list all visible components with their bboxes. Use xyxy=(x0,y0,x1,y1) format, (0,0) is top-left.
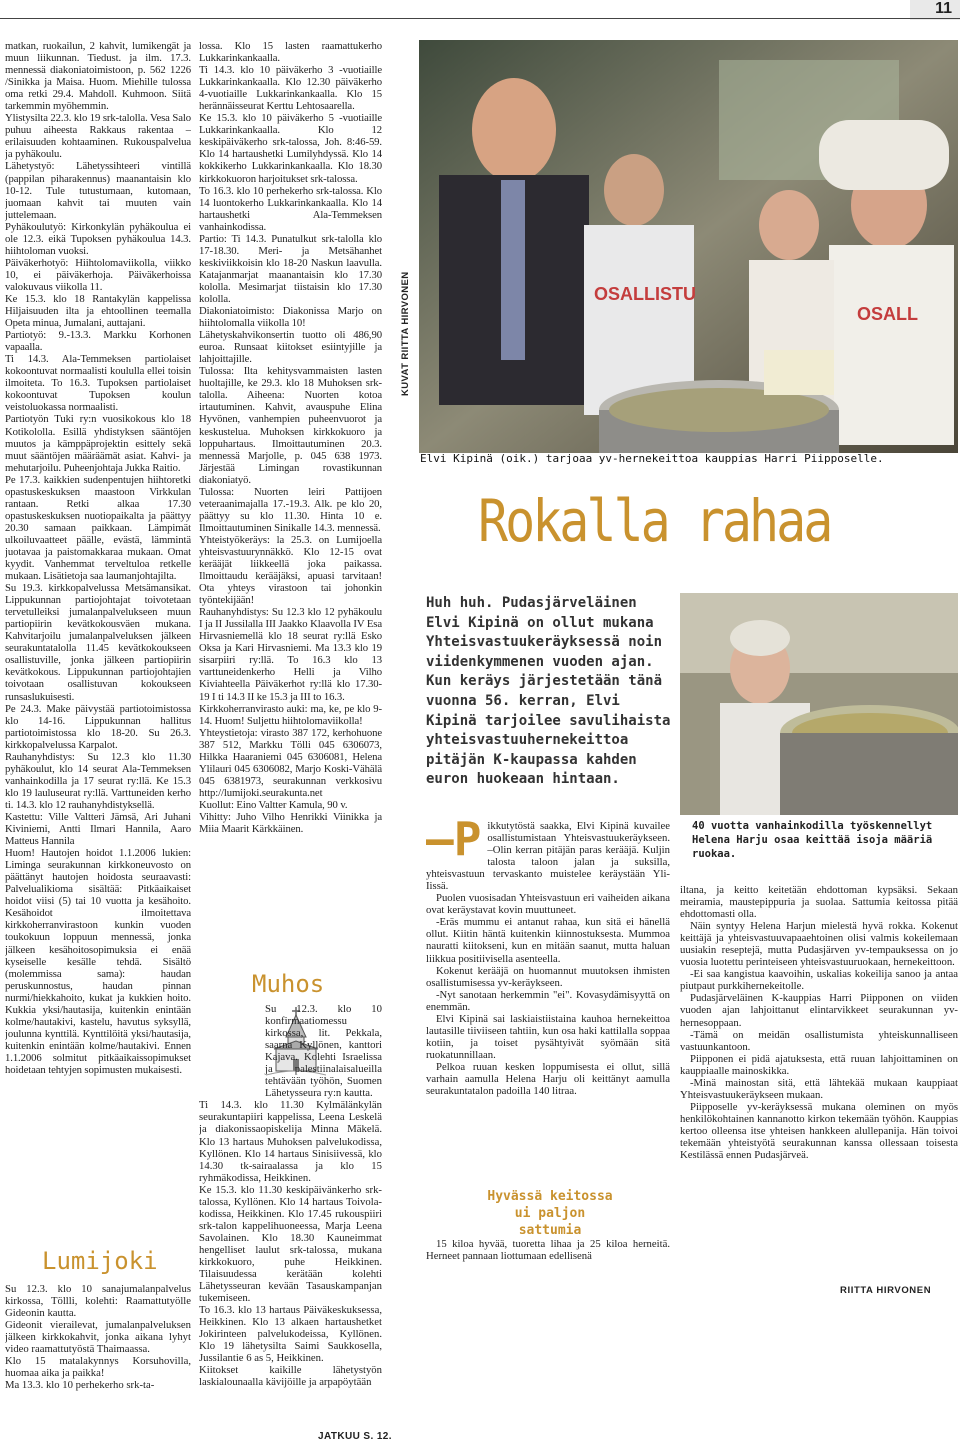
announcement-paragraph: Diakoniatoimisto: Diakonissa Marjo on hiihtolomalla viikolla 10! xyxy=(199,305,382,330)
announcement-paragraph: Lähetystyö: Lähetyssihteeri vintillä (pappilan piharakennus) maanantaisin klo 10-12. Tule tutustumaan, kutomaan, juomaan kahvit tai muuten vain juttelemaan. xyxy=(5,160,191,221)
photo-credit-text: KUVAT RIITTA HIRVONEN xyxy=(400,271,411,396)
announcement-paragraph: Yhteistyökeräys: la 25.3. on Lumijoella yhteisvastuurynnäkkö. Klo 12-15 ovat kerääjät liikkeellä joka paikassa. Ilmoittaudu kerääjäksi, apuasi tarvitaan! Ota yhteys virastoon tai johonkin työntekijään! xyxy=(199,533,382,607)
muhos-body xyxy=(199,1003,382,1418)
lumijoki-paragraph: Su 12.3. klo 10 sanajumalanpalvelus kirkossa, Töllli, kolehti: Raamattutyölle Gideonin kautta. xyxy=(5,1283,191,1320)
announcement-paragraph: Ke 15.3. klo 18 Rantakylän kappelissa Hiljaisuuden ilta ja ehtoollinen teemalla Opeta minua, Jumalani, auttajani. xyxy=(5,292,191,330)
section-title-lumijoki: Lumijoki xyxy=(42,1247,158,1275)
muhos-paragraph: Su 12.3. klo 10 konfirmaatiomessu kirkossa, lit. Pekkala, saarna Kyllönen, kanttori Kajava. Kolehti Israelissa ja palestiinalaisalueilla tehtävään työhön, Suomen Lähetysseura ry:n kautta. xyxy=(265,1003,382,1100)
drop-cap: –P xyxy=(426,820,482,866)
announcement-paragraph: Vihitty: Juho Vilho Henrikki Viinikka ja Miia Maarit Kärkkäinen. xyxy=(199,811,382,836)
article-paragraph: -Eräs mummu ei antanut rahaa, kun sitä ei hänellä ollut. Kiitin häntä kuitenkin kiinnostuksesta. Mummoa nauratti kiitokseni, kun en mitään saanut, mutta haluan liikkua positiivisella asenteella. xyxy=(426,916,670,965)
photo-caption-2: 40 vuotta vanhainkodilla työskennellyt Helena Harju osaa keittää isoja määriä ruokaa. xyxy=(692,820,933,860)
article-paragraph: Pudasjärveläinen K-kauppias Harri Piipponen on viiden vuoden ajan lahjoittanut elintarvikkeet seurakunnan yv-hernesoppaan. xyxy=(680,992,958,1029)
announcement-paragraph: Rauhanyhdistys: Su 12.3 klo 11.30 pyhäkoulut, klo 14 seurat Ala-Temmeksen vanhainkodilla ja 17 seurat ry:llä. Ke 15.3 klo 19 lauluseurat ry:llä. Varttuneiden kerho ti. 14.3. klo 12 rauhanyhdistyksellä. xyxy=(5,750,191,811)
subheading-line: Hyvässä keitossa xyxy=(487,1189,613,1204)
lumijoki-paragraph: Ma 13.3. klo 10 perhekerho srk-ta- xyxy=(5,1379,155,1392)
byline: RIITTA HIRVONEN xyxy=(840,1285,932,1296)
announcement-paragraph: Tulossa: Nuorten leiri Pattijoen veteraanimajalla 17.-19.3. Alk. pe klo 20, päättyy su klo 11.30. Hinta 10 e. Ilmoittautuminen Sinikalle 14.3. mennessä. xyxy=(199,485,382,534)
announcement-paragraph: Ylistysilta 22.3. klo 19 srk-talolla. Vesa Salo puhuu aiheesta Rakkaus rakentaa – erilaisuuden kohtaaminen. Rukouspalvelua ja pyhäkoulu. xyxy=(5,112,191,161)
announcement-paragraph: Rauhanyhdistys: Su 12.3 klo 12 pyhäkoulu I ja II Jussilalla III Jaakko Klaavolla IV Esa Hirvasniemellä klo 18 seurat ry:llä Esko Oksa ja Kari Hirvasniemi. Ma 13.3 klo 19 sisarpiiri ry:llä. To 16.3 klo 13 varttuneidenkerho Helli ja Vilho Kiviahteella Päiväkerhot ry:llä klo 17.30-19 I ti 14.3 II ke 15.3 ja III to 16.3. xyxy=(199,606,382,703)
lumijoki-paragraph: Klo 15 matalakynnys Korsuhovilla, huomaa aika ja paikka! xyxy=(5,1355,191,1380)
section-title-muhos: Muhos xyxy=(252,970,325,998)
article-headline: Rokalla rahaa xyxy=(478,488,831,555)
article-paragraph: 15 kiloa hyvää, tuoretta lihaa ja 25 kiloa herneitä. Herneet pannaan liottumaan edellisenä xyxy=(426,1238,670,1263)
article-paragraph: -Minä mainostan sitä, että lähtekää mukaan kauppiaat Yhteisvastuukeräykseen mukaan. xyxy=(680,1076,958,1101)
column-liminga-announcements xyxy=(5,40,191,1245)
announcement-paragraph: Yhteystietoja: virasto 387 172, kerhohuone 387 512, Markku Tölli 045 6306073, Hilkka Haaraniemi 045 6306081, Helena Ylilauri 045 6306082, Marjo Koski-Vähälä 045 6381973, seurakunnan verkkosivu http://lumijoki.seurakunta.net xyxy=(199,726,382,799)
top-rule xyxy=(0,18,960,19)
announcement-paragraph: matkan, ruokailun, 2 kahvit, lumikengät ja muun liikunnan. Tiedust. ja ilm. 17.3. mennessä diakoniatoimistoon, p. 562 1226 /Sinikka ja Maisa. Huom. Miehille tulossa oma retki 29.4. Mahdoll. Kuhmoon. Siitä tarkemmin myöhemmin. xyxy=(5,40,191,113)
page-number: 11 xyxy=(910,0,960,20)
muhos-paragraph: Ke 15.3. klo 11.30 keskipäivänkerho srk-talossa, Kyllönen. Klo 14 hartaus Toivola-kodissa, Heikkinen. Klo 17.45 rukouspiiri srk-talon kappelihuoneessa, Marja Leena Savolainen. Klo 18.30 Kauneimmat hengelliset laulut srk-talossa, mukana kirkkokuoro, puhe Heikkinen. Tilaisuudessa kerätään kolehti Lähetysseuran kevään Tasauskampanjan tukemiseen. xyxy=(199,1183,382,1305)
svg-text:OSALL: OSALL xyxy=(857,304,918,324)
announcement-paragraph: Su 19.3. kirkkopalvelussa Metsämansikat. Lippukunnan partiojohtajat toivotetaan tervetulleiksi jumalanpalvelukseen muun partiopiirin kevätkokousväen mukana. Kahvitarjoilu jumalanpalveluksen jälkeen seurakuntatalolla 11.45 kevätkokoukseen osallistuville, jonka jälkeen partiopiirin kevätkokous. Lippukunnan partiojohtajien toivotaan osallistuvan kokoukseen runsaslukuisesti. xyxy=(5,582,191,703)
announcement-paragraph: Pe 17.3. kaikkien sudenpentujen hiihtoretki opastuskeskuksen maastoon Virkkulan rantaan. Retki alkaa 17.30 opastuskeskuksen nuotiopaikalta ja päättyy 20.30 samaan paikkaan. Lämpimät ulkoiluvaatteet päälle, evästä, lämmintä juotavaa ja paistomakkaraa mukaan. Omat kyydit. Vanhemmat terveltuloa retkelle mukaan. Lisätietoja saa laumanjohtajilta. xyxy=(5,473,191,583)
announcement-paragraph: Pyhäkoulutyö: Kirkonkylän pyhäkoulua ei ole 12.3. eikä Tupoksen pyhäkoulua 14.3. hiihtoloman vuoksi. xyxy=(5,220,191,257)
article-paragraph: -Tämä on meidän osallistumista yhteiskunnalliseen vastuunkantoon. xyxy=(680,1028,958,1053)
announcement-paragraph: Ti 14.3. Ala-Temmeksen partiolaiset kokoontuvat normaalisti koululla ellei toisin ilmoiteta. To 16.3. Tupoksen partiolaiset kokoontuvat Tupoksen koulun veistoluokassa normaalisti. xyxy=(5,353,191,414)
article-paragraph: ikkutytöstä saakka, Elvi Kipinä kuvailee osallistumistaan Yhteisvastuukeräykseen. –Olin kerran pitäjän paras kerääjä. Kuljin talosta taloon jalan ja suksilla, yhteisvastuun tervaskanto muistelee keräystään Yli-Iissä. xyxy=(426,820,670,893)
announcement-paragraph: Päiväkerhotyö: Hiihtolomaviikolla, viikko 10, ei päiväkerhoja. Päiväkerhoissa valokuvaus viikolla 11. xyxy=(5,256,191,293)
announcement-paragraph: Partiotyön Tuki ry:n vuosikokous klo 18 Kotikololla. Esillä yhdistyksen sääntöjen muutos ja kämppäprojektin esittely sekä muut sääntöjen määräämät asiat. Kahvi- ja mehutarjoilu. Puheenjohtaja Jukka Raitio. xyxy=(5,413,191,474)
article-paragraph: Puolen vuosisadan Yhteisvastuun eri vaiheiden aikana ovat keräystavat kovin muuttuneet. xyxy=(426,892,670,917)
photo-soup-serving-image xyxy=(419,40,958,453)
photo-caption: Elvi Kipinä (oik.) tarjoaa yv-hernekeittoa kauppias Harri Piipposelle. xyxy=(420,452,884,465)
article-body-middle xyxy=(426,820,670,1192)
announcement-paragraph: Kastettu: Ville Valtteri Jämsä, Ari Juhani Kiviniemi, Antti Ilmari Hannila, Aaro Matteus Hannila xyxy=(5,811,191,848)
announcement-paragraph: To 16.3. klo 10 perhekerho srk-talossa. Klo 14 luontokerho Lukkarinkankaalla. Klo 14 hartaushetki Ala-Temmeksen vanhainkodissa. xyxy=(199,184,382,233)
announcement-paragraph: Ti 14.3. klo 10 päiväkerho 3 -vuotiaille Lukkarinkankaalla. Klo 12.30 päiväkerho 4-vuotiaille Lukkarinkankaalla. Klo 15 herännäisseurat Kerttu Lehtosaarella. xyxy=(199,64,382,113)
muhos-paragraph: To 16.3. klo 13 hartaus Päiväkeskuksessa, Heikkinen. Klo 13 alkaen hartaushetket Jokirinteen palvelukodeissa, Kyllönen. Klo 19 lähetysilta Saimi Saukkosella, Jussilantie 6 as 5, Heikkinen. xyxy=(199,1304,382,1365)
article-paragraph: Kokenut kerääjä on huomannut muutoksen ihmisten osallistumisessa yv-keräykseen. xyxy=(426,964,670,989)
announcement-paragraph: Huom! Hautojen hoidot 1.1.2006 lukien: Liminga seurakunnan kirkkoneuvosto on päättänyt hautojen hoidosta seuraavasti: Palvelualikioma sisältää: Pitkäaikaiset hoidot viisi (5) tai 10 vuotta ja kesähoito. Kesähoidot ilmoitettava kirkkoherranvirastoon kunkin vuoden toukokuun loppuun mennessä, jonka jälkeen kesähoitosopimuksia ei enää kyseiselle kesälle tehdä. Sisältö (molemmissa sama): haudan peruskunnostus, haudan pinnan nurmi/hiekkahoito, kukat ja kukkien hoito. Kukkia yksi/hautasija, kuitenkin enintään kolme/hautakivi, kastelu, havutus syksyllä, joulunna kynttilä. Kynttilöitä yksi/hautasija, kuitenkin enintään kolme/hautakivi. Ennen 1.1.2006 solmitut pitkäaikaissopimukset hoidetaan tehtyjen sopimusten mukaisesti. xyxy=(5,847,191,1076)
article-paragraph: Näin syntyy Helena Harjun mielestä hyvä rokka. Kokenut keittäjä ja yhteisvastuuvapaaehtoinen olisi valmis kokeilemaan uusiakin reseptejä, mutta Pudasjärven yv-tempauksessa on jo vuosia luotettu perinteiseen yhteisvastuuruokaan, hernekeittoon. xyxy=(680,920,958,969)
announcement-paragraph: Partiotyö: 9.-13.3. Markku Korhonen vapaalla. xyxy=(5,329,191,354)
muhos-paragraph: Ti 14.3. klo 11.30 Kylmälänkylän seurakuntapiiri kappelissa, Leena Leskelä ja diakonissaopiskelija Minna Mäkelä. Klo 13 hartaus Muhoksen palvelukodissa, Kyllönen. Klo 14 hartaus Sinisiivessä, klo 14.30 tk-sairaalassa ja klo 15 ryhmäkodissa, Heikkinen. xyxy=(199,1099,382,1184)
article-paragraph: -Nyt sanotaan herkemmin "ei". Kovasydämisyyttä on enemmän. xyxy=(426,988,670,1013)
column-lumijoki-announcements xyxy=(199,40,382,962)
photo-helena-harju-image xyxy=(680,593,958,815)
announcement-paragraph: Pe 24.3. Make päivystää partiotoimistossa klo 14-16. Lippukunnan hallitus partiotoimistossa klo 18-20. Su 26.3. kirkkopalvelussa Karpalot. xyxy=(5,702,191,751)
subheading xyxy=(480,1188,620,1239)
article-paragraph: Piipposelle yv-keräyksessä mukana oleminen on myös henkilökohtainen kannanotto kirkon tekemään työhön. Kauppias kertoo olleensa itse yhteisen hankkeen alullepanija. Hän toivoi tekemään yhteistyötä seurakunnan kanssa ollessaan toisesta Kestilässä ennen Pudasjärveä. xyxy=(680,1100,958,1162)
announcement-paragraph: Partio: Ti 14.3. Punatulkut srk-talolla klo 17-18.30. Meri- ja Metsähanhet keskiviikkoisin klo 18-20 Naskun laavulla. Katajanmarjat maanantaisin klo 17.30 kololla. Mesimarjat tiistaisin klo 17.30 kololla. xyxy=(199,232,382,305)
lumijoki-paragraph: Gideonit vierailevat, jumalanpalveluksen jälkeen kirkkokahvit, jonka aikana lyhyt video raamattutyöstä Thaimaassa. xyxy=(5,1319,191,1356)
article-paragraph: Piipponen ei pidä ajatuksesta, että ruuan lahjoittaminen on kauppiaalle mainoskikka. xyxy=(680,1052,958,1077)
article-paragraph: -Ei saa kangistua kaavoihin, uskalias kokeilija sanoo ja antaa piutpaut purkkihernekeitolle. xyxy=(680,968,958,993)
announcement-paragraph: Tulossa: Ilta kehitysvammaisten lasten huoltajille, ke 29.3. klo 18 Muhoksen srk-talolla. Aiheena: Nuorten kotoa irtautuminen. Kahvit, avauspuhe Elina Hyvönen, vanhempien puheenvuorot ja keskustelua. Muhoksen kirkkokuoro ja loppuhartaus. Ilmoittautuminen 20.3. mennessä Marjolle, p. 045 638 1973. Järjestää Limingan rovastikunnan diakoniatyö. xyxy=(199,365,382,486)
svg-text:OSALLISTU: OSALLISTU xyxy=(594,284,696,304)
article-paragraph: Pelkoa ruuan kesken loppumisesta ei ollut, sillä varhain aamulla Helena Harju oli keittänyt aamulla seurakuntatalon padoilla 140 litraa. xyxy=(426,1060,670,1098)
photo-soup-serving xyxy=(419,40,958,453)
photo-credit xyxy=(398,66,412,396)
announcement-paragraph: lossa. Klo 15 lasten raamattukerho Lukkarinkankaalla. xyxy=(199,40,382,65)
article-paragraph: iltana, ja keitto keitetään ehdottoman kypsäksi. Sekaan meiramia, maustepippuria ja suolaa. Sattumia keitossa pitää ehdottomasti olla. xyxy=(680,884,958,921)
article-lead: Huh huh. Pudasjärveläinen Elvi Kipinä on ollut mukana Yhteisvastuukeräyksessä noin viidenkymmenen vuoden ajan. Kun keräys järjestetään tänä vuonna 56. kerran, Elvi Kipinä tarjoilee savulihaista yhteisvastuuhernekeittoa pitäjän K-kaupassa kahden euron huokeaan hintaan. xyxy=(426,595,671,788)
announcement-paragraph: Ke 15.3. klo 10 päiväkerho 5 -vuotiaille Lukkarinkankaalla. Klo 12 keskipäiväkerho srk-talossa, Joh. 8:46-59. Klo 14 hartaushetki Lumilyhdyssä. Klo 14 kokkikerho Lukkarinkankaalla. Klo 18.30 kirkkokuoron harjoitukset srk-talossa. xyxy=(199,112,382,185)
muhos-paragraph: Kiitokset kaikille lähetystyön laskialounaalla kävijöille ja arpapöytään xyxy=(199,1364,382,1389)
announcement-paragraph: Lähetyskahvikonsertin tuotto oli 486,90 euroa. Runsaat kiitokset esiintyjille ja lahjoittajille. xyxy=(199,329,382,366)
article-paragraph: Elvi Kipinä sai laskiaistiistaina kauhoa hernekeittoa lautasille tiiviiseen tahtiin, kun osa haki kattilalla soppaa kotiin, ja toiset pysähtyivät syömään sitä ruokatunnillaan. xyxy=(426,1012,670,1061)
lumijoki-body xyxy=(5,1283,191,1435)
subsection-body xyxy=(426,1238,670,1278)
announcement-paragraph: Kirkkoherranvirasto auki: ma, ke, pe klo 9-14. Huom! Suljettu hiihtolomaviikolla! xyxy=(199,702,382,727)
subheading-line: ui paljon sattumia xyxy=(514,1206,586,1238)
continued-marker: JATKUU S. 12. xyxy=(318,1431,392,1442)
announcement-paragraph: Kuollut: Eino Valtter Kamula, 90 v. xyxy=(199,798,348,811)
article-body-right xyxy=(680,884,958,1272)
photo-helena-harju xyxy=(680,593,958,815)
